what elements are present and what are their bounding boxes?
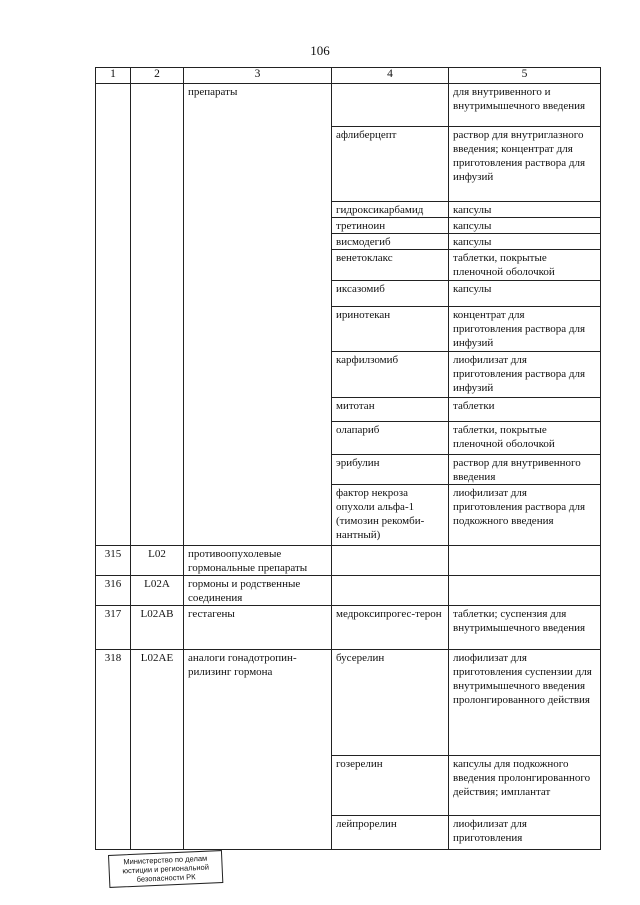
atc-code-cell xyxy=(131,84,184,546)
drug-cell: фактор некроза опухоли альфа-1 (тимозин рекомби-нантный) xyxy=(332,485,449,546)
group-cell: препараты xyxy=(184,84,332,546)
group-cell: гестагены xyxy=(184,606,332,650)
form-cell: капсулы xyxy=(449,202,601,218)
drug-cell: третиноин xyxy=(332,218,449,234)
column-header: 1 xyxy=(96,68,131,84)
column-header: 3 xyxy=(184,68,332,84)
table-row xyxy=(96,546,601,576)
drug-cell: венетоклакс xyxy=(332,250,449,281)
form-cell: лиофилизат для приготовления суспензии для внутримышечного введения пролонгированного действия xyxy=(449,650,601,756)
drug-table xyxy=(95,67,601,850)
form-cell xyxy=(449,546,601,576)
table-row xyxy=(96,606,601,650)
drug-cell: олапариб xyxy=(332,422,449,455)
drug-cell: висмодегиб xyxy=(332,234,449,250)
atc-code-cell: L02A xyxy=(131,576,184,606)
form-cell: для внутривенного и внутримышечного введения xyxy=(449,84,601,127)
drug-cell: эрибулин xyxy=(332,455,449,485)
form-cell: лиофилизат для приготовления раствора для подкожного введения xyxy=(449,485,601,546)
drug-cell xyxy=(332,576,449,606)
drug-cell: карфилзомиб xyxy=(332,352,449,398)
form-cell: таблетки, покрытые пленочной оболочкой xyxy=(449,250,601,281)
table-row xyxy=(96,576,601,606)
form-cell: таблетки; суспензия для внутримышечного введения xyxy=(449,606,601,650)
form-cell: капсулы xyxy=(449,281,601,307)
row-number-cell xyxy=(96,84,131,546)
drug-cell: бусерелин xyxy=(332,650,449,756)
drug-cell: иксазомиб xyxy=(332,281,449,307)
drug-cell: лейпрорелин xyxy=(332,816,449,850)
group-cell: гормоны и родственные соединения xyxy=(184,576,332,606)
stamp-line: безопасности РК xyxy=(136,872,196,884)
atc-code-cell: L02 xyxy=(131,546,184,576)
group-cell: аналоги гонадотропин-рилизинг гормона xyxy=(184,650,332,850)
stamp-line: юстиции и региональной xyxy=(122,862,210,876)
group-cell: противоопухолевые гормональные препараты xyxy=(184,546,332,576)
table-row xyxy=(96,84,601,127)
row-number-cell: 317 xyxy=(96,606,131,650)
row-number-cell: 315 xyxy=(96,546,131,576)
form-cell: таблетки xyxy=(449,398,601,422)
drug-cell: иринотекан xyxy=(332,307,449,352)
form-cell: капсулы xyxy=(449,218,601,234)
atc-code-cell: L02AB xyxy=(131,606,184,650)
drug-cell xyxy=(332,84,449,127)
form-cell: концентрат для приготовления раствора для инфузий xyxy=(449,307,601,352)
row-number-cell: 316 xyxy=(96,576,131,606)
column-header: 5 xyxy=(449,68,601,84)
drug-cell xyxy=(332,546,449,576)
form-cell xyxy=(449,576,601,606)
drug-cell: гозерелин xyxy=(332,756,449,816)
column-header: 2 xyxy=(131,68,184,84)
form-cell: капсулы для подкожного введения пролонгированного действия; имплантат xyxy=(449,756,601,816)
table-row xyxy=(96,650,601,756)
drug-cell: медроксипрогес-терон xyxy=(332,606,449,650)
form-cell: раствор для внутриглазного введения; концентрат для приготовления раствора для инфузий xyxy=(449,127,601,202)
form-cell: лиофилизат для приготовления xyxy=(449,816,601,850)
form-cell: раствор для внутривенного введения xyxy=(449,455,601,485)
drug-cell: афлиберцепт xyxy=(332,127,449,202)
atc-code-cell: L02AE xyxy=(131,650,184,850)
row-number-cell: 318 xyxy=(96,650,131,850)
form-cell: лиофилизат для приготовления раствора для инфузий xyxy=(449,352,601,398)
form-cell: таблетки, покрытые пленочной оболочкой xyxy=(449,422,601,455)
ministry-stamp xyxy=(108,850,223,888)
drug-cell: гидроксикарбамид xyxy=(332,202,449,218)
page-number: 106 xyxy=(310,43,330,58)
table-header-row xyxy=(96,68,601,84)
column-header: 4 xyxy=(332,68,449,84)
stamp-line: Министерство по делам xyxy=(123,853,208,867)
form-cell: капсулы xyxy=(449,234,601,250)
drug-cell: митотан xyxy=(332,398,449,422)
